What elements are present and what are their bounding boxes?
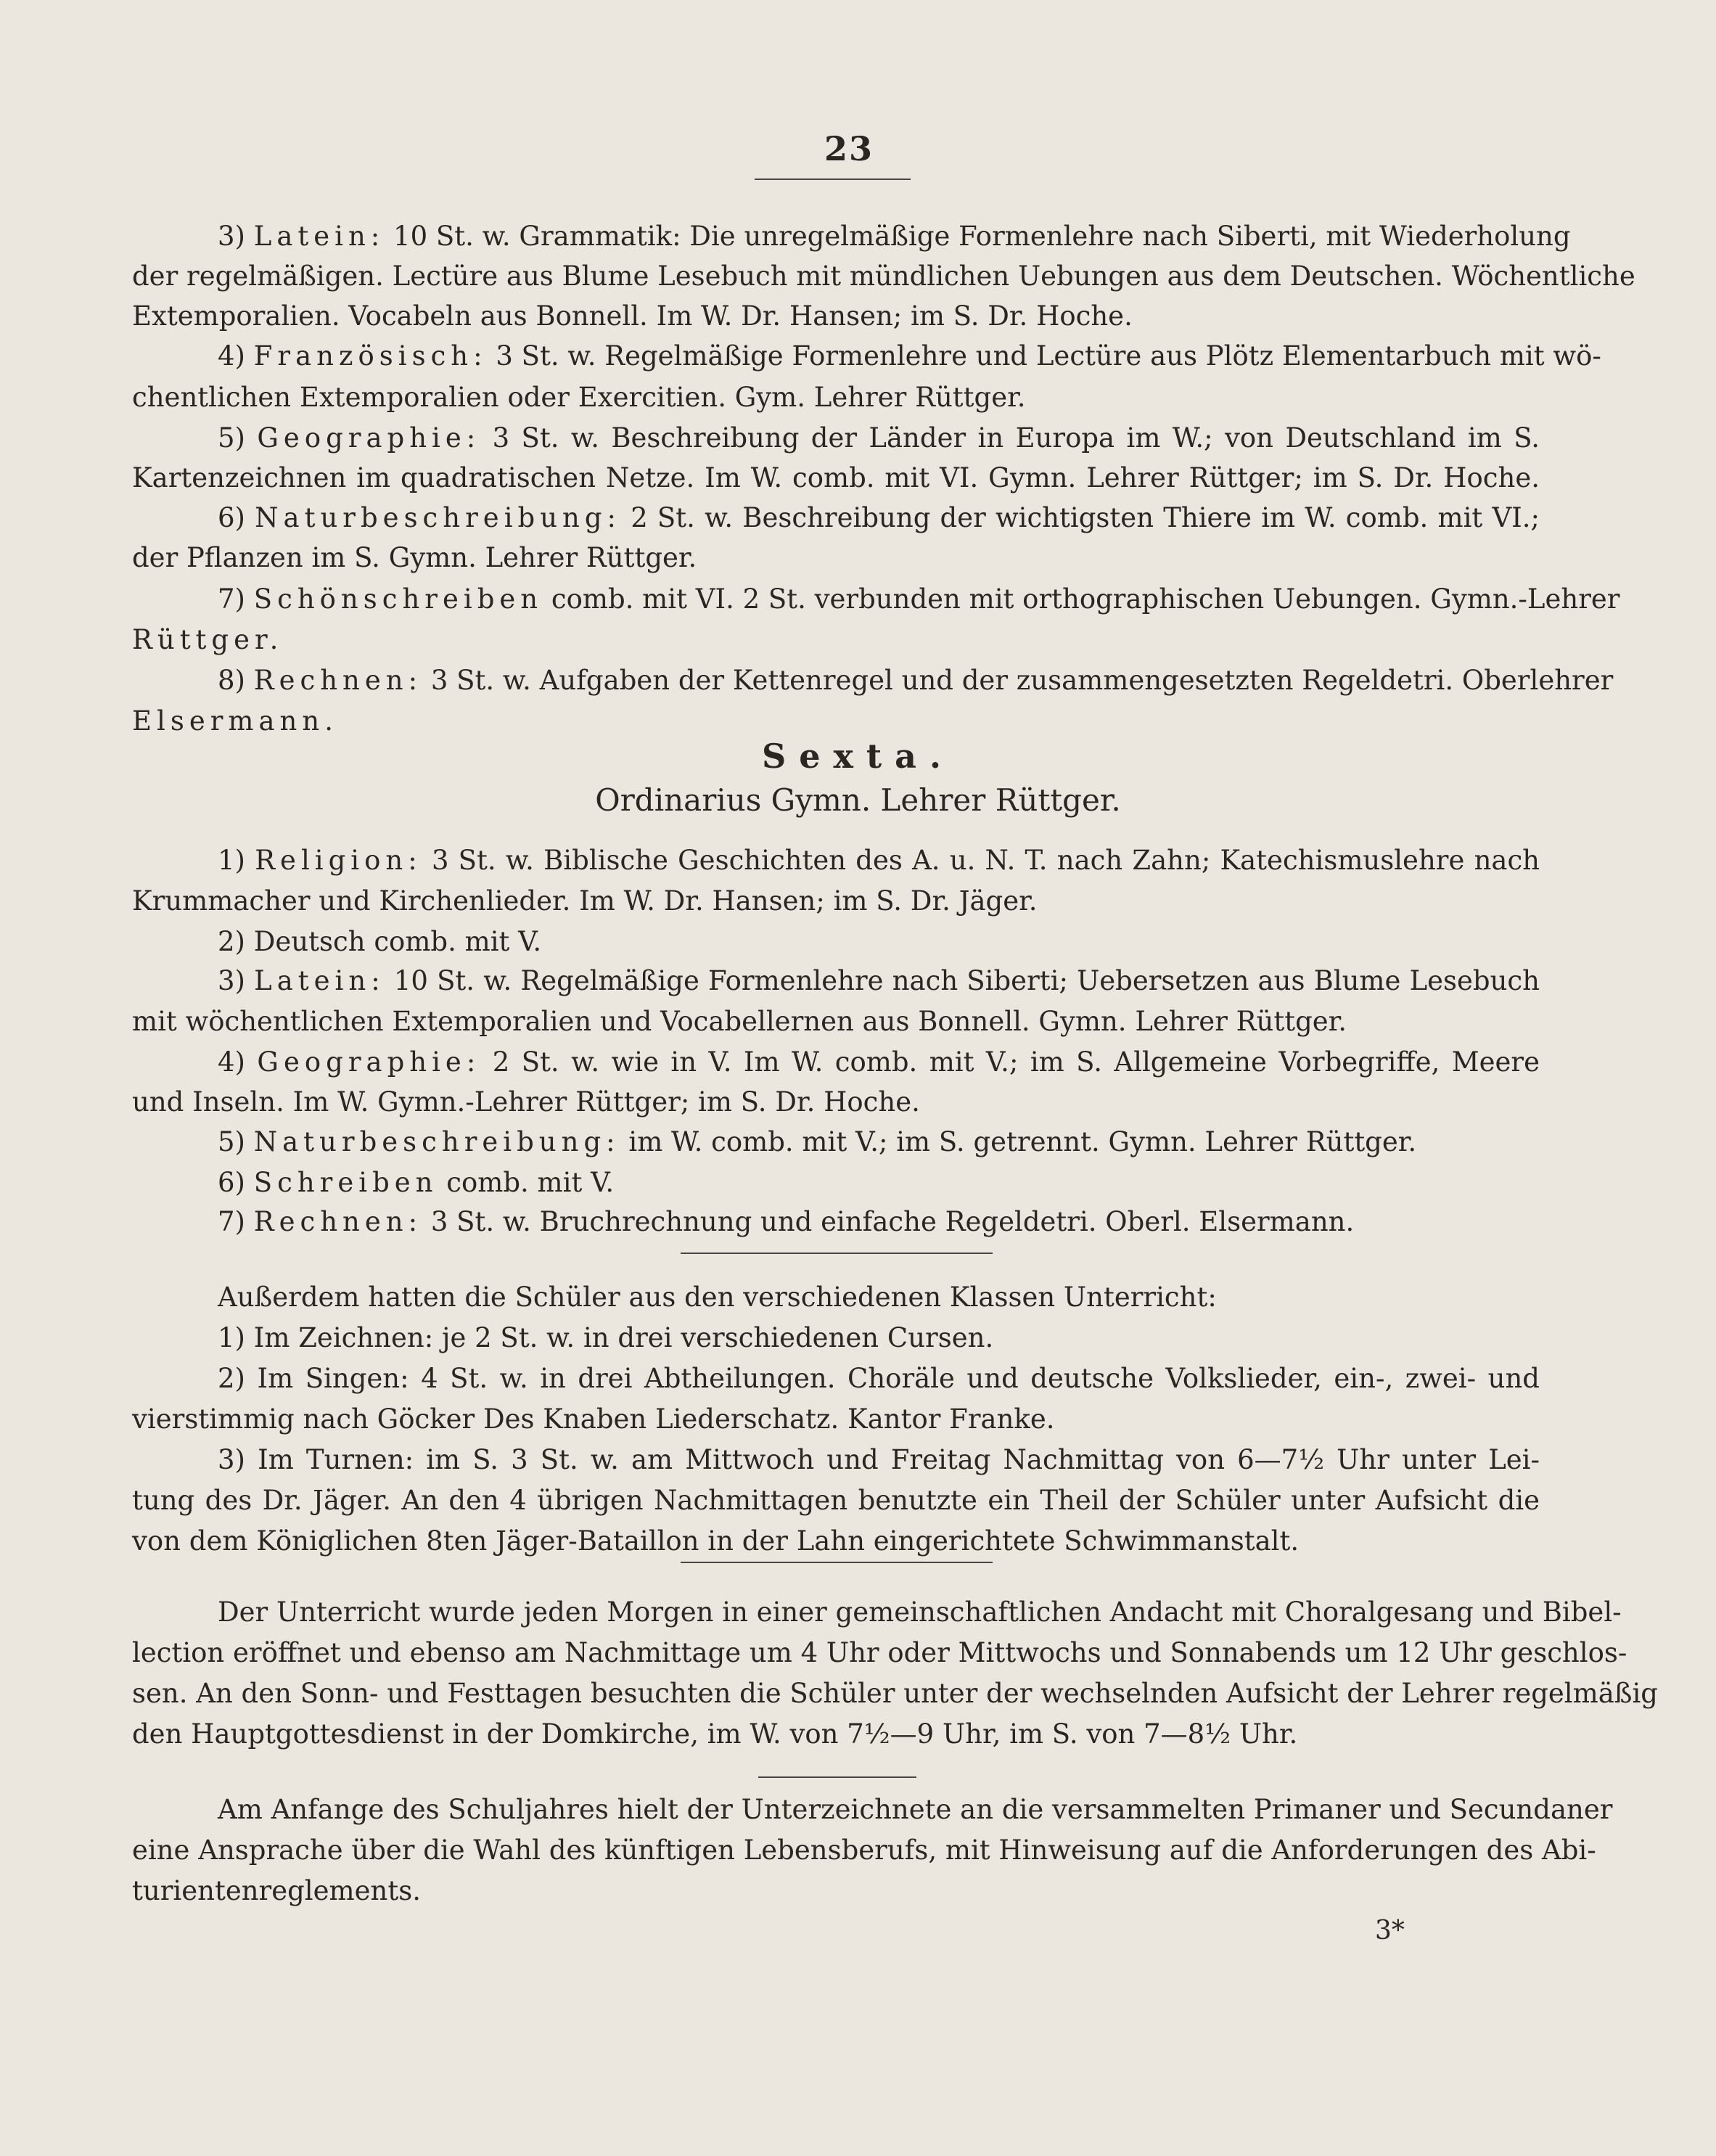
text-line: sen. An den Sonn- und Festtagen besuchten die Schüler unter der wechselnden Aufsicht der Lehrer regelmäßig [132, 1678, 1658, 1709]
subject-label: Schreiben [253, 1167, 438, 1198]
text-line [218, 216, 1571, 260]
text-line: Rüttger. [132, 624, 284, 655]
item-number: 7) [218, 583, 245, 615]
item-number: 6) [218, 1167, 245, 1198]
text-line [218, 1042, 1540, 1086]
section-divider [758, 1776, 916, 1778]
section-heading-sexta: Sexta. [762, 737, 954, 776]
text-line [218, 336, 1601, 380]
subject-label: Rechnen: [253, 1206, 423, 1237]
item-text: Im Zeichnen: je 2 St. w. in drei verschiedenen Cursen. [253, 1322, 994, 1353]
item-number: 8) [218, 665, 245, 696]
text-line: turientenreglements. [132, 1875, 421, 1906]
text-line: Elsermann. [132, 705, 338, 737]
subject-label: Geographie: [257, 422, 481, 454]
item-text: 3 St. w. Aufgaben der Kettenregel und der zusammengesetzten Regeldetri. Oberlehrer [430, 665, 1614, 696]
text-line: Am Anfange des Schuljahres hielt der Unterzeichnete an die versammelten Primaner und Secundaner [218, 1794, 1613, 1825]
subject-label: Latein: [254, 965, 385, 996]
text-line [218, 498, 1540, 541]
text-line: Krummacher und Kirchenlieder. Im W. Dr. Hansen; im S. Dr. Jäger. [132, 885, 1038, 917]
item-number: 2) [218, 926, 245, 957]
text-line: lection eröffnet und ebenso am Nachmittage um 4 Uhr oder Mittwochs und Sonnabends um 12 Uhr geschlos- [132, 1637, 1627, 1668]
item-number: 7) [218, 1206, 245, 1237]
text-line: und Inseln. Im W. Gymn.-Lehrer Rüttger; im S. Dr. Hoche. [132, 1086, 920, 1118]
section-divider [681, 1562, 993, 1563]
signature-mark: 3* [1375, 1916, 1405, 1946]
subject-label: Französisch: [253, 340, 488, 372]
page-number: 23 [824, 129, 874, 168]
subject-label: Religion: [255, 845, 422, 876]
text-line [218, 1122, 1540, 1165]
item-number: 5) [218, 1126, 245, 1157]
item-number: 3) [218, 965, 245, 996]
text-line [218, 922, 1540, 965]
item-text: comb. mit V. [374, 926, 542, 957]
subject-label: Geographie: [257, 1046, 481, 1078]
item-number: 1) [218, 845, 245, 876]
item-text: 3 St. w. Bruchrechnung und einfache Regeldetri. Oberl. Elsermann. [430, 1206, 1355, 1237]
subject-label: Schönschreiben [253, 583, 543, 615]
text-line: Außerdem hatten die Schüler aus den verschiedenen Klassen Unterricht: [218, 1282, 1217, 1313]
text-line [218, 961, 1540, 1004]
text-line: Der Unterricht wurde jeden Morgen in einer gemeinschaftlichen Andacht mit Choralgesang und Bibel- [218, 1596, 1622, 1628]
text-line: von dem Königlichen 8ten Jäger-Bataillon in der Lahn eingerichtete Schwimmanstalt. [132, 1525, 1300, 1557]
text-line: mit wöchentlichen Extemporalien und Vocabellernen aus Bonnell. Gymn. Lehrer Rüttger. [132, 1006, 1347, 1037]
subject-label: Naturbeschreibung: [255, 502, 622, 533]
item-text: Im Turnen: im S. 3 St. w. am Mittwoch und Freitag Nachmittag von 6—7½ Uhr unter Lei- [258, 1444, 1540, 1475]
text-line: den Hauptgottesdienst in der Domkirche, im W. von 7½—9 Uhr, im S. von 7—8½ Uhr. [132, 1718, 1298, 1750]
text-line: Extemporalien. Vocabeln aus Bonnell. Im W. Dr. Hansen; im S. Dr. Hoche. [132, 300, 1133, 332]
item-number: 3) [218, 1444, 245, 1475]
item-text: 2 St. w. Beschreibung der wichtigsten Thiere im W. comb. mit VI.; [631, 502, 1540, 533]
item-text: 2 St. w. wie in V. Im W. comb. mit V.; im S. Allgemeine Vorbegriffe, Meere [492, 1046, 1540, 1078]
section-divider [681, 1253, 993, 1254]
text-line: chentlichen Extemporalien oder Exercitien. Gym. Lehrer Rüttger. [132, 382, 1026, 413]
text-line [218, 579, 1620, 623]
text-line [218, 1202, 1540, 1245]
item-number: 2) [218, 1363, 245, 1394]
subject-label: Naturbeschreibung: [253, 1126, 620, 1157]
text-line: Kartenzeichnen im quadratischen Netze. Im W. comb. mit VI. Gymn. Lehrer Rüttger; im S. Dr. Hoche. [132, 462, 1540, 493]
text-line [218, 1358, 1540, 1402]
text-line: vierstimmig nach Göcker Des Knaben Liederschatz. Kantor Franke. [132, 1403, 1055, 1435]
text-line: der Pflanzen im S. Gymn. Lehrer Rüttger. [132, 542, 697, 573]
item-text: comb. mit V. [446, 1167, 615, 1198]
text-line: tung des Dr. Jäger. An den 4 übrigen Nachmittagen benutzte ein Theil der Schüler unter Aufsicht die [132, 1485, 1540, 1516]
text-line: eine Ansprache über die Wahl des künftigen Lebensberufs, mit Hinweisung auf die Anforderungen des Abi- [132, 1835, 1596, 1866]
text-line [218, 660, 1614, 704]
item-text: 3 St. w. Biblische Geschichten des A. u. N. T. nach Zahn; Katechismuslehre nach [431, 845, 1540, 876]
item-text: 10 St. w. Grammatik: Die unregelmäßige Formenlehre nach Siberti, mit Wiederholung [393, 221, 1571, 252]
subject-label: Rechnen: [253, 665, 423, 696]
header-rule [755, 179, 911, 180]
item-number: 5) [218, 422, 245, 454]
text-line [218, 1318, 1540, 1361]
text-line [218, 840, 1540, 884]
item-number: 4) [218, 1046, 245, 1078]
item-number: 4) [218, 340, 245, 372]
item-number: 3) [218, 221, 245, 252]
item-text: im W. comb. mit V.; im S. getrennt. Gymn. Lehrer Rüttger. [628, 1126, 1417, 1157]
item-text: 3 St. w. Beschreibung der Länder in Europa im W.; von Deutschland im S. [492, 422, 1540, 454]
item-number: 1) [218, 1322, 245, 1353]
text-line [218, 1163, 1540, 1206]
text-line [218, 1440, 1540, 1483]
item-text: comb. mit VI. 2 St. verbunden mit orthographischen Uebungen. Gymn.-Lehrer [551, 583, 1620, 615]
text-line [218, 418, 1540, 462]
ordinarius-line: Ordinarius Gymn. Lehrer Rüttger. [595, 782, 1121, 818]
subject-label: Deutsch [253, 926, 366, 957]
item-number: 6) [218, 502, 245, 533]
item-text: Im Singen: 4 St. w. in drei Abtheilungen. Choräle und deutsche Volkslieder, ein-, zwei- und [257, 1363, 1540, 1394]
text-line: der regelmäßigen. Lectüre aus Blume Lesebuch mit mündlichen Uebungen aus dem Deutschen. Wöchentliche [132, 261, 1635, 292]
item-text: 3 St. w. Regelmäßige Formenlehre und Lectüre aus Plötz Elementarbuch mit wö- [496, 340, 1601, 372]
subject-label: Latein: [253, 221, 385, 252]
item-text: 10 St. w. Regelmäßige Formenlehre nach Siberti; Uebersetzen aus Blume Lesebuch [393, 965, 1540, 996]
